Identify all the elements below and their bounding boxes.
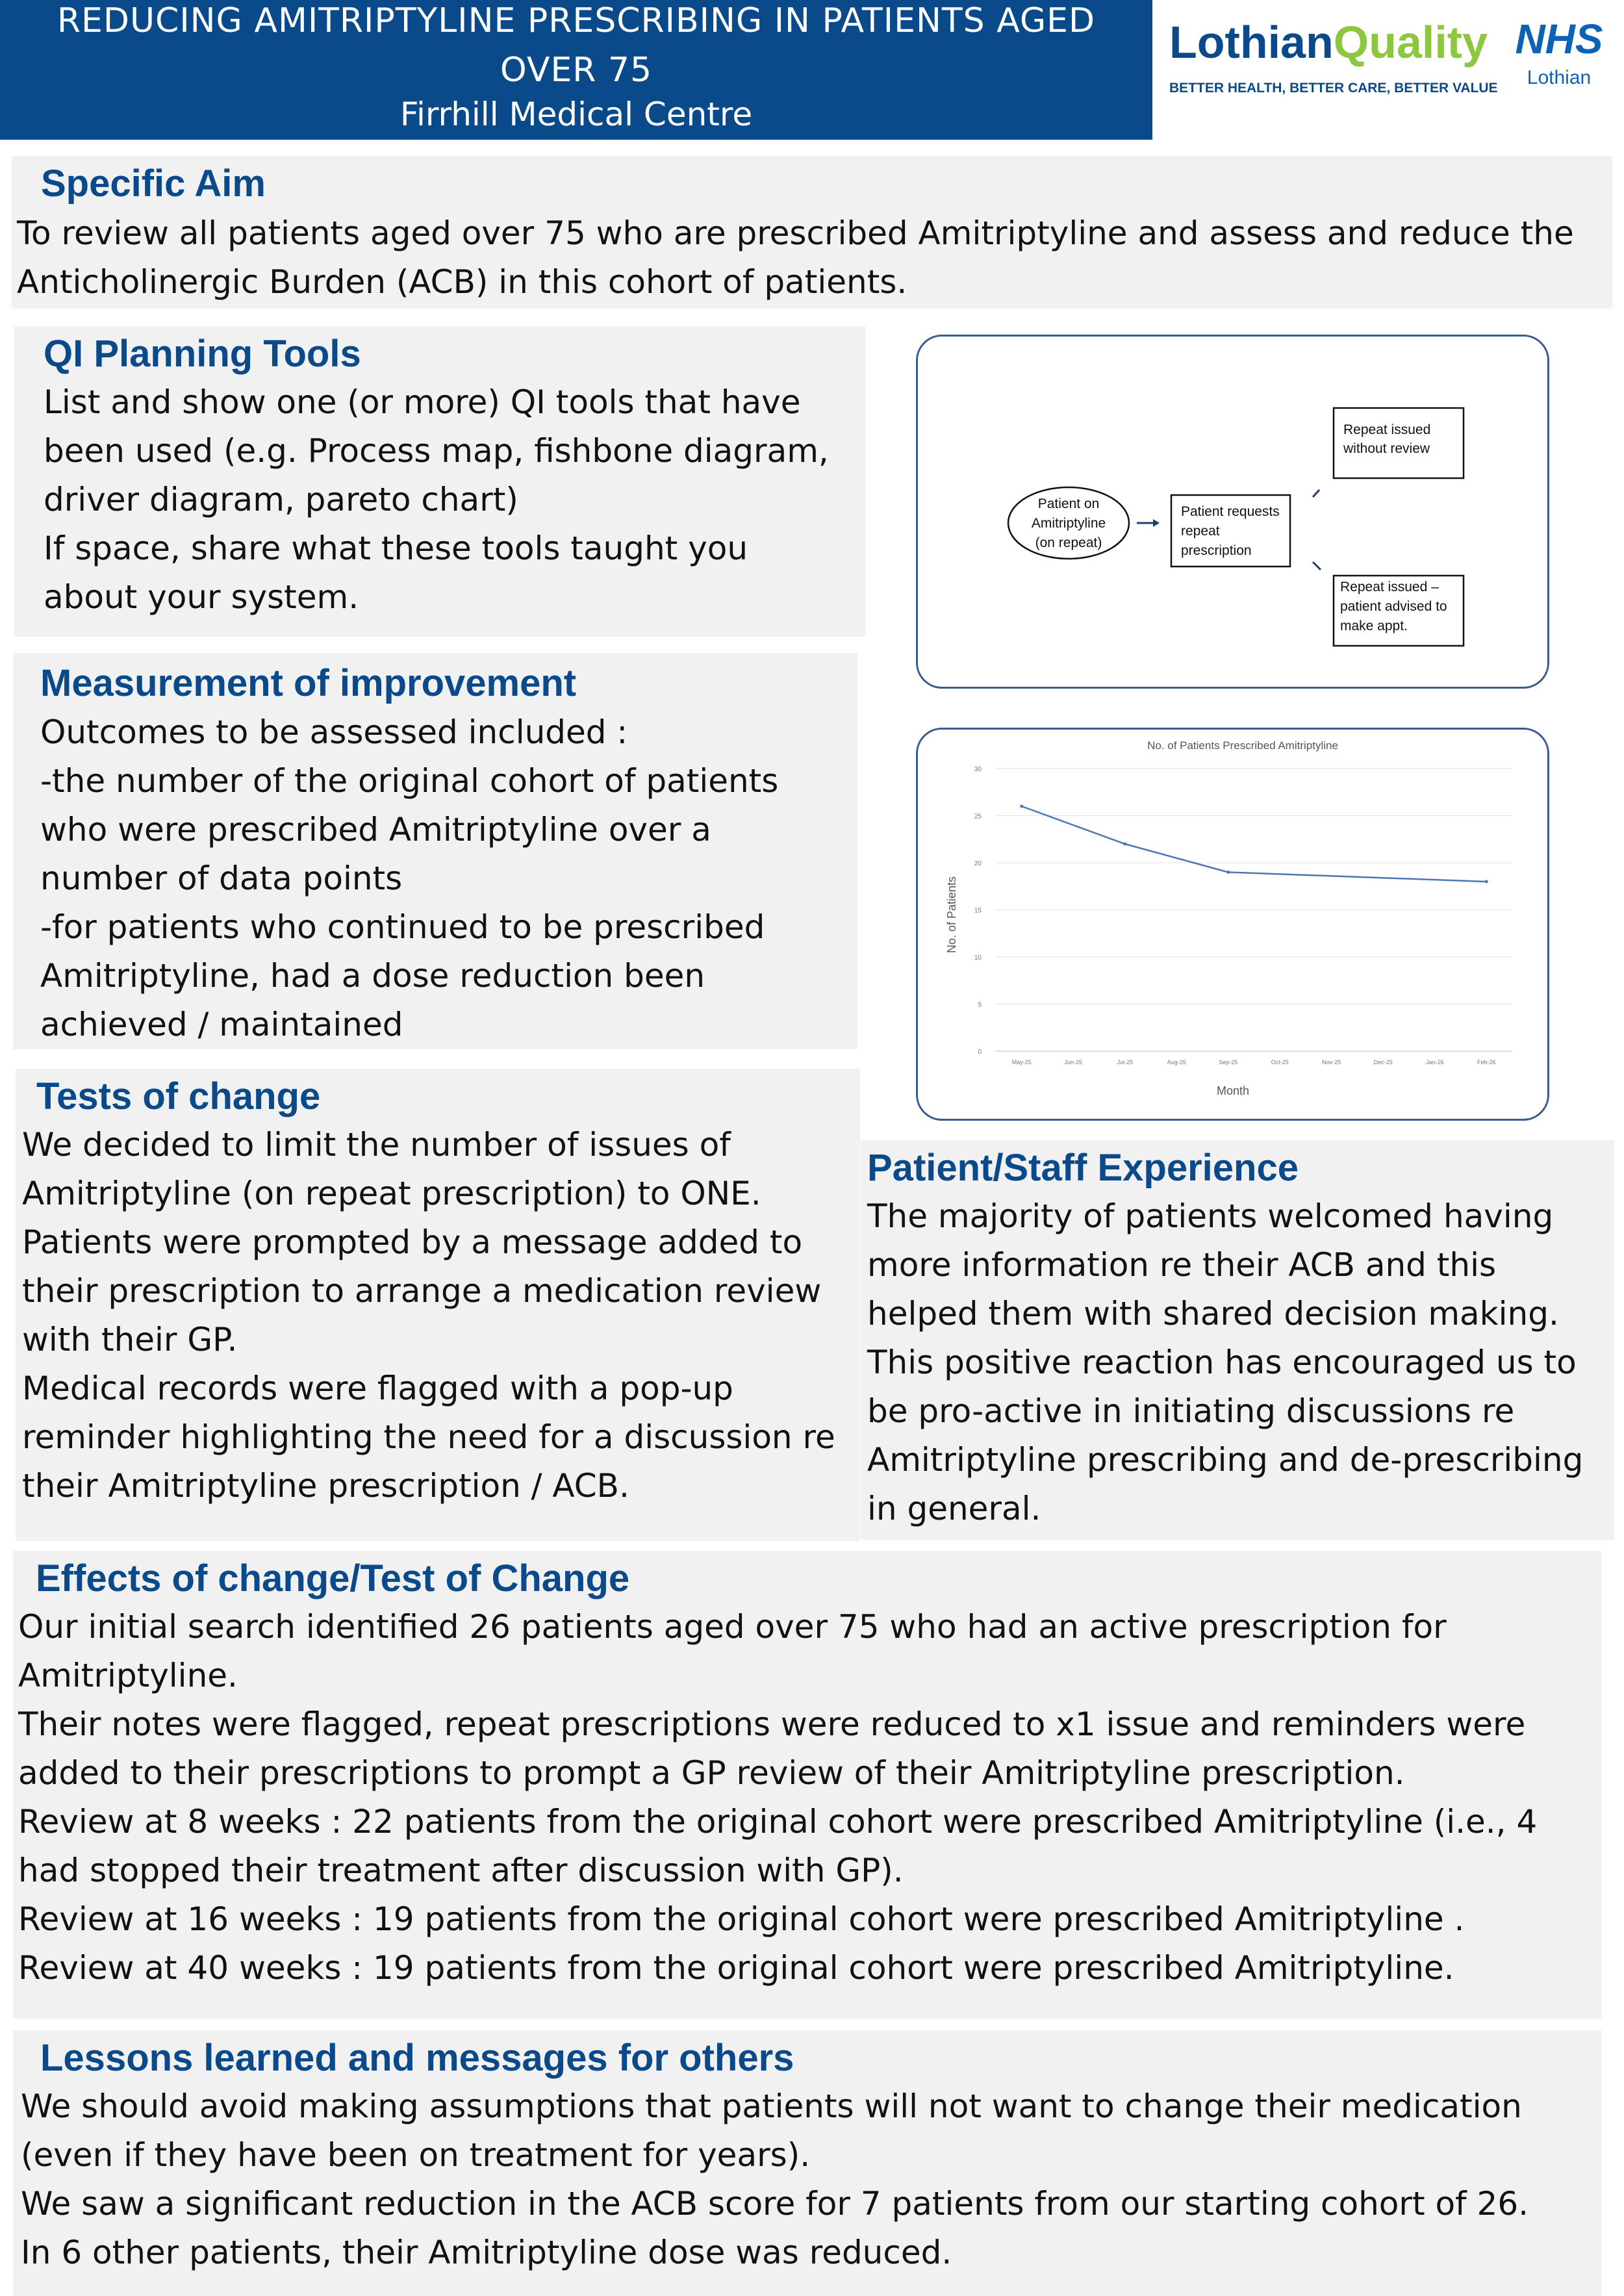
text-line: helped them with shared decision making. <box>867 1295 1559 1333</box>
text-line: If space, share what these tools taught you <box>44 529 748 567</box>
process-arrow <box>1313 562 1321 570</box>
poster-title-line1: REDUCING AMITRIPTYLINE PRESCRIBING IN PATIENTS AGED <box>57 1 1096 40</box>
process-appt-label: make appt. <box>1340 619 1408 633</box>
text-line: -for patients who continued to be prescribed <box>40 908 765 946</box>
lessons-text <box>21 2082 1529 2277</box>
process-appt-label: Repeat issued – <box>1340 580 1439 594</box>
process-request-label: Patient requests <box>1181 504 1280 519</box>
text-line: been used (e.g. Process map, fishbone diagram, <box>44 432 829 470</box>
chart-data-point <box>1020 805 1023 808</box>
process-arrow <box>1313 490 1319 497</box>
text-line: their Amitriptyline prescription / ACB. <box>22 1467 629 1505</box>
nhs-logo-text: NHS <box>1515 16 1603 62</box>
chart-x-tick-label: Dec-25 <box>1373 1059 1393 1065</box>
text-line: be pro-active in initiating discussions re <box>867 1392 1515 1430</box>
tests-of-change-heading: Tests of change <box>36 1075 321 1117</box>
line-chart <box>918 730 1547 1119</box>
text-line: more information re their ACB and this <box>867 1246 1497 1284</box>
experience-panel <box>861 1140 1614 1540</box>
text-line: Amitriptyline prescribing and de-prescribing <box>867 1441 1584 1479</box>
process-request-label: prescription <box>1181 543 1252 558</box>
process-map-figure <box>916 335 1549 689</box>
specific-aim-text <box>17 209 1574 307</box>
chart-x-tick-label: May-25 <box>1011 1059 1032 1065</box>
process-issued-label: without review <box>1343 441 1430 456</box>
nhs-board-text: Lothian <box>1527 67 1592 88</box>
lothian-quality-logo <box>1169 13 1498 110</box>
text-line: Our initial search identified 26 patients aged over 75 who had an active prescription for <box>18 1608 1447 1646</box>
chart-figure <box>916 728 1549 1121</box>
measurement-panel <box>13 653 857 1049</box>
text-line: Amitriptyline. <box>18 1657 238 1694</box>
chart-y-axis-label: No. of Patients <box>945 876 958 954</box>
chart-x-tick-label: Jul-25 <box>1117 1059 1134 1065</box>
text-line: This positive reaction has encouraged us to <box>867 1344 1577 1381</box>
text-line: their prescription to arrange a medication review <box>22 1272 822 1310</box>
chart-x-tick-label: Oct-25 <box>1271 1059 1289 1065</box>
tests-of-change-panel <box>16 1069 860 1541</box>
tests-of-change-text <box>22 1121 835 1511</box>
process-start-label: Amitriptyline <box>1031 516 1106 531</box>
effects-text <box>18 1603 1537 1993</box>
text-line: Patients were prompted by a message added to <box>22 1223 803 1261</box>
chart-data-point <box>1226 871 1230 874</box>
specific-aim-panel <box>12 156 1612 309</box>
chart-x-tick-label: Aug-25 <box>1167 1059 1186 1065</box>
text-line: achieved / maintained <box>40 1006 403 1043</box>
qi-tools-text <box>44 378 829 622</box>
text-line: Amitriptyline (on repeat prescription) to ONE. <box>22 1175 761 1212</box>
text-line: added to their prescriptions to prompt a GP review of their Amitriptyline prescription. <box>18 1754 1405 1792</box>
experience-text <box>867 1192 1583 1533</box>
qi-tools-panel <box>14 326 865 637</box>
chart-y-tick-label: 30 <box>974 766 982 773</box>
poster-header <box>0 0 1152 140</box>
qi-tools-heading: QI Planning Tools <box>44 333 361 375</box>
experience-heading: Patient/Staff Experience <box>867 1147 1299 1189</box>
text-line: Their notes were flagged, repeat prescriptions were reduced to x1 issue and reminders were <box>18 1705 1526 1743</box>
logo-quality-word: Quality <box>1333 17 1488 68</box>
poster-subtitle: Firrhill Medical Centre <box>400 96 753 133</box>
nhs-lothian-logo <box>1501 13 1618 110</box>
text-line: about your system. <box>44 578 359 616</box>
text-line: -the number of the original cohort of patients <box>40 762 779 800</box>
text-line: (even if they have been on treatment for years). <box>21 2136 811 2174</box>
text-line: in general. <box>867 1490 1041 1527</box>
chart-y-tick-label: 15 <box>974 907 982 915</box>
measurement-heading: Measurement of improvement <box>40 662 577 704</box>
text-line: number of data points <box>40 860 403 897</box>
text-line: The majority of patients welcomed having <box>867 1197 1554 1235</box>
chart-x-tick-label: Nov-25 <box>1322 1059 1341 1065</box>
logo-tagline: BETTER HEALTH, BETTER CARE, BETTER VALUE <box>1169 81 1498 96</box>
effects-panel <box>13 1551 1601 2019</box>
chart-x-tick-label: Sep-25 <box>1219 1059 1238 1065</box>
text-line: Anticholinergic Burden (ACB) in this cohort of patients. <box>17 263 907 301</box>
chart-x-tick-label: Feb-26 <box>1477 1059 1496 1065</box>
chart-x-axis-label: Month <box>1216 1084 1250 1097</box>
text-line: reminder highlighting the need for a discussion re <box>22 1418 835 1456</box>
chart-y-tick-label: 20 <box>974 860 982 867</box>
text-line: We decided to limit the number of issues of <box>22 1126 731 1164</box>
lessons-panel <box>13 2030 1601 2296</box>
text-line: Amitriptyline, had a dose reduction been <box>40 957 705 995</box>
text-line: had stopped their treatment after discussion with GP). <box>18 1852 904 1889</box>
text-line: We should avoid making assumptions that patients will not want to change their medication <box>21 2087 1522 2125</box>
text-line: with their GP. <box>22 1321 238 1358</box>
process-arrowhead <box>1153 519 1160 527</box>
measurement-text <box>40 708 778 1049</box>
text-line: Review at 16 weeks : 19 patients from the original cohort were prescribed Amitriptyline . <box>18 1900 1465 1938</box>
text-line: To review all patients aged over 75 who are prescribed Amitriptyline and assess and reduce the <box>17 214 1574 252</box>
text-line: Review at 8 weeks : 22 patients from the original cohort were prescribed Amitriptyline (i.e., 4 <box>18 1803 1538 1841</box>
text-line: Review at 40 weeks : 19 patients from the original cohort were prescribed Amitriptyline. <box>18 1949 1454 1987</box>
lessons-heading: Lessons learned and messages for others <box>40 2037 794 2079</box>
process-start-label: (on repeat) <box>1035 535 1102 550</box>
chart-x-tick-label: Jun-25 <box>1064 1059 1083 1065</box>
process-appt-label: patient advised to <box>1340 599 1447 614</box>
text-line: We saw a significant reduction in the ACB score for 7 patients from our starting cohort of 26. <box>21 2185 1529 2223</box>
text-line: List and show one (or more) QI tools that have <box>44 383 801 421</box>
text-line: driver diagram, pareto chart) <box>44 481 518 518</box>
chart-series-line <box>1022 806 1487 882</box>
chart-y-tick-label: 10 <box>974 954 982 962</box>
logo-lothian-word: Lothian <box>1169 17 1334 68</box>
process-issued-label: Repeat issued <box>1343 422 1431 437</box>
chart-title: No. of Patients Prescribed Amitriptyline <box>1147 739 1338 752</box>
process-request-label: repeat <box>1181 524 1220 539</box>
chart-y-tick-label: 5 <box>978 1001 982 1009</box>
text-line: who were prescribed Amitriptyline over a <box>40 811 711 848</box>
chart-y-tick-label: 0 <box>978 1049 982 1056</box>
poster-title-line2: OVER 75 <box>500 51 653 90</box>
process-start-label: Patient on <box>1037 496 1100 511</box>
text-line: Outcomes to be assessed included : <box>40 713 628 751</box>
effects-heading: Effects of change/Test of Change <box>36 1557 630 1600</box>
chart-data-point <box>1485 880 1488 884</box>
text-line: Medical records were flagged with a pop-up <box>22 1370 733 1407</box>
process-map-svg <box>918 337 1547 687</box>
specific-aim-heading: Specific Aim <box>41 162 266 205</box>
text-line: In 6 other patients, their Amitriptyline dose was reduced. <box>21 2234 952 2271</box>
chart-data-point <box>1123 843 1126 846</box>
chart-y-tick-label: 25 <box>974 813 982 821</box>
chart-x-tick-label: Jan-26 <box>1425 1059 1444 1065</box>
